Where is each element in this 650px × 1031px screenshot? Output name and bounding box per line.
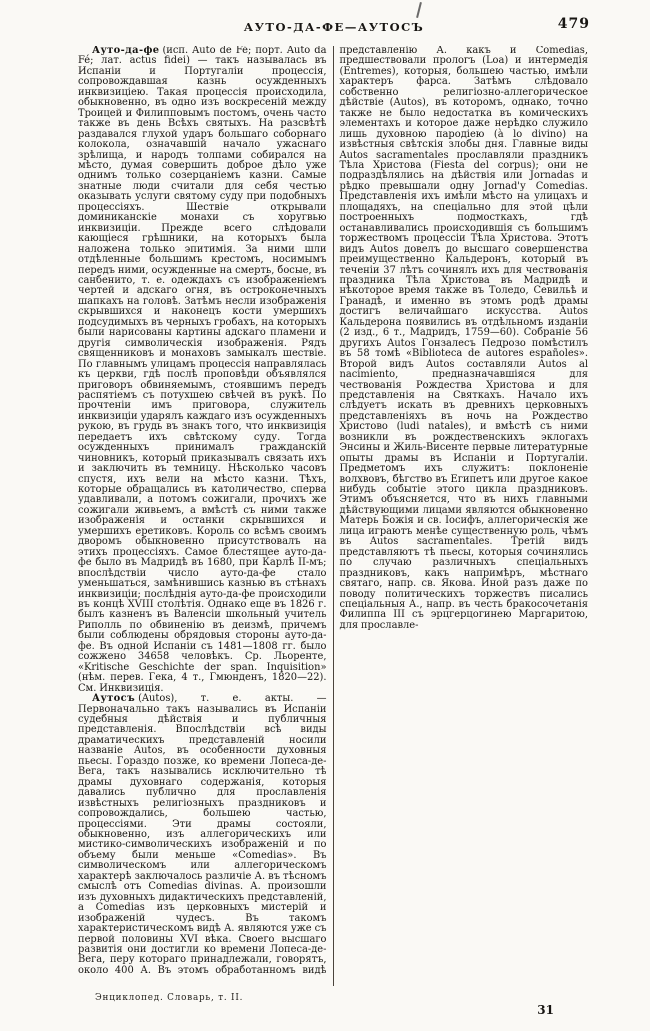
footer-signature-number: 31 (537, 1003, 554, 1017)
article-term-autos: Аутосъ (92, 693, 136, 705)
scan-artifact-mark (416, 2, 422, 18)
running-title: АУТО-ДА-ФЕ—АУТОСЪ (243, 20, 425, 34)
footer-imprint: Энциклопед. Словарь, т. II. (95, 993, 244, 1003)
page-header (78, 16, 590, 42)
article-auto-da-fe (78, 46, 327, 694)
article-body-auto-da-fe: (исп. Auto de Fé; порт. Auto da Fé; лат. actus fidei) — такъ называлась въ Испаніи и Португаліи процессія, сопровождавшая казнь осужденныхъ инквизиціею. Такая процессія происходила, обыкновенно, въ одно изъ воскресеній между Троицей и Филипповымъ постомъ, очень часто также въ день Всѣхъ святыхъ. На разсвѣтѣ раздавался глухой ударъ большаго соборнаго колокола, означавшій начало ужаснаго зрѣлища, и народъ толпами собирался на мѣсто, думая совершить доброе дѣло уже однимъ только созерцаніемъ казни. Самые знатные люди считали для себя честью оказывать услуги святому суду при подобныхъ процессіяхъ. Шествіе открывали доминиканскіе монахи съ хоругвью инквизиціи. Прежде всего слѣдовали кающіеся грѣшники, на которыхъ была наложена только эпитимія. За ними шли отдѣленные большимъ крестомъ, носимымъ передъ ними, осужденные на смерть, босые, въ санбенито, т. е. одеждахъ съ изображеніемъ чертей и адскаго огня, въ остроконечныхъ шапкахъ на головѣ. Затѣмъ несли изображенія скрывшихся и наконецъ кости умершихъ подсудимыхъ въ черныхъ гробахъ, на которыхъ были нарисованы картины адскаго пламени и другія символическія изображенія. Рядъ священниковъ и монаховъ замыкалъ шествіе. По главнымъ улицамъ процессія направлялась къ церкви, гдѣ послѣ проповѣди объявлялся приговоръ обвиняемымъ, стоявшимъ передъ распятіемъ съ потухшею свѣчей въ рукѣ. По прочтеніи имъ приговора, служитель инквизиціи ударялъ каждаго изъ осужденныхъ рукою, въ грудь въ знакъ того, что инквизиція передаетъ ихъ свѣтскому суду. Тогда осужденныхъ принималъ гражданскій чиновникъ, который приказывалъ связать ихъ и заключить въ темницу. Нѣсколько часовъ спустя, ихъ вели на мѣсто казни. Тѣхъ, которые обращались въ католичество, сперва удавливали, а потомъ сожигали, прочихъ же сожигали живьемъ, а вмѣстѣ съ ними также изображенія и останки скрывшихся и умершихъ еретиковъ. Король со всѣмъ своимъ дворомъ обыкновенно присутствовалъ на этихъ процессіяхъ. Самое блестящее ауто-да-фе было въ Мадридѣ въ 1680, при Карлѣ II-мъ; впослѣдствіи число ауто-да-фе стало уменьшаться, замѣнившись казнью въ стѣнахъ инквизиціи; послѣднія ауто-да-фе происходили въ концѣ XVIII столѣтія. Однако еще въ 1826 г. былъ казненъ въ Валенсіи школьный учитель Риполль по обвиненію въ деизмѣ, причемъ были соблюдены обрядовыя стороны ауто-да-фе. Въ одной Испаніи съ 1481—1808 гг. было сожжено 34658 человѣкъ. Ср. Льоренте, «Kritische Geschichte der span. Inquisition» (нѣм. перев. Гека, 4 т., Гмюнденъ, 1820—22). См. Инквизиція. (78, 46, 327, 694)
article-body-autos: (Autos), т. е. акты. — Первоначально такъ назывались въ Испаніи судебныя дѣйствія и публичныя представленія. Впослѣдствіи всѣ виды драматическихъ представленій носили названіе Autos, въ особенности духовныя пьесы. Гораздо позже, ко времени Лопеса-де-Вега, такъ назывались исключительно тѣ драмы духовнаго содержанія, которыя давались публично для прославленія извѣстныхъ религіозныхъ праздниковъ и сопровождались, большею частью, процессіями. Эти драмы состояли, обыкновенно, изъ аллегорическихъ или мистико-символическихъ изображеній и по объему были меньше «Comedias». Въ символическомъ или аллегорическомъ характерѣ заключалось различіе А. въ тѣсномъ смыслѣ отъ Comedias divinas. А. произошли изъ духовныхъ дидактическихъ представленій, а Comedias изъ церковныхъ мистерій и изображеній чудесъ. Въ такомъ характеристическомъ видѣ А. являются уже съ первой половины XVI вѣка. Своего высшаго развитія они достигли ко времени Лопеса-де-Вега, перу котораго принадлежали, говорятъ, около 400 А. Въ этомъ обработанномъ видѣ представленію А. какъ и Comedias, предшествовали прологъ (Loa) и интермедія (Entremes), которыя, большею частью, имѣли характеръ фарса. Затѣмъ слѣдовало собственно религіозно-аллегорическое дѣйствіе (Autos), въ которомъ, однако, точно также не было недостатка въ комическихъ элементахъ и которое даже нерѣдко служило лишь духовною пародіею (à lo divino) на извѣстныя свѣтскія злобы дня. Главные виды Autos sacramentales прославляли праздникъ Тѣла Христова (Fiesta del corpus); они не подраздѣлялись на дѣйствія или Jornadas и рѣдко превышали одну Jornad'у Comedias. Представленія ихъ имѣли мѣсто на улицахъ и площадяхъ, на спеціально для этой цѣли построенныхъ подмосткахъ, гдѣ останавливались происходившія съ большимъ торжествомъ процессіи Тѣла Христова. Этотъ видъ Autos довелъ до высшаго совершенства преимущественно Кальдеронъ, который въ теченіи 37 лѣтъ сочинялъ ихъ для чествованія праздника Тѣла Христова въ Мадридѣ и нѣкоторое время также въ Толедо, Севильѣ и Гранадѣ, и именно въ этомъ родѣ драмы достигъ величайшаго искусства. Autos Кальдерона появились въ отдѣльномъ изданіи (2 изд., 6 т., Мадридъ, 1759—60). Собраніе 56 другихъ Autos Гонзалесъ Педрозо помѣстилъ въ 58 томѣ «Biblioteca de autores españoles». Второй видъ Autos составляли Autos al nacimiento, предназначавшіяся для чествованія Рождества Христова и для представленія на Святкахъ. Начало ихъ слѣдуетъ искать въ древнихъ церковныхъ представленіяхъ въ ночь на Рождество Христово (ludi natales), и вмѣстѣ съ ними возникли въ рождественскихъ эклогахъ Энсины и Жиль-Висенте первые литературные опыты драмы въ Испаніи и Португаліи. Предметомъ ихъ служитъ: поклоненіе волхвовъ, бѣгство въ Египетъ или другое какое нибудь событіе этого цикла праздниковъ. Этимъ объясняется, что въ нихъ главными дѣйствующими лицами являются обыкновенно Матерь Божія и св. Іосифъ, аллегорическія же лица играютъ менѣе существенную роль, чѣмъ въ Autos sacramentales. Третій видъ представляютъ тѣ пьесы, которыя сочинялись по случаю различныхъ спеціальныхъ праздниковъ, какъ напримѣръ, мѣстнаго святаго, напр. св. Якова. Иной разъ даже по поводу политическихъ торжествъ писались спеціальныя А., напр. въ честь бракосочетанія Филиппа III съ эрцгерцогинею Маргаритою, для прославле- (78, 46, 588, 976)
article-term-auto-da-fe: Ауто-да-фе (92, 46, 160, 56)
article-text-columns (78, 46, 588, 986)
page-number: 479 (557, 16, 590, 32)
